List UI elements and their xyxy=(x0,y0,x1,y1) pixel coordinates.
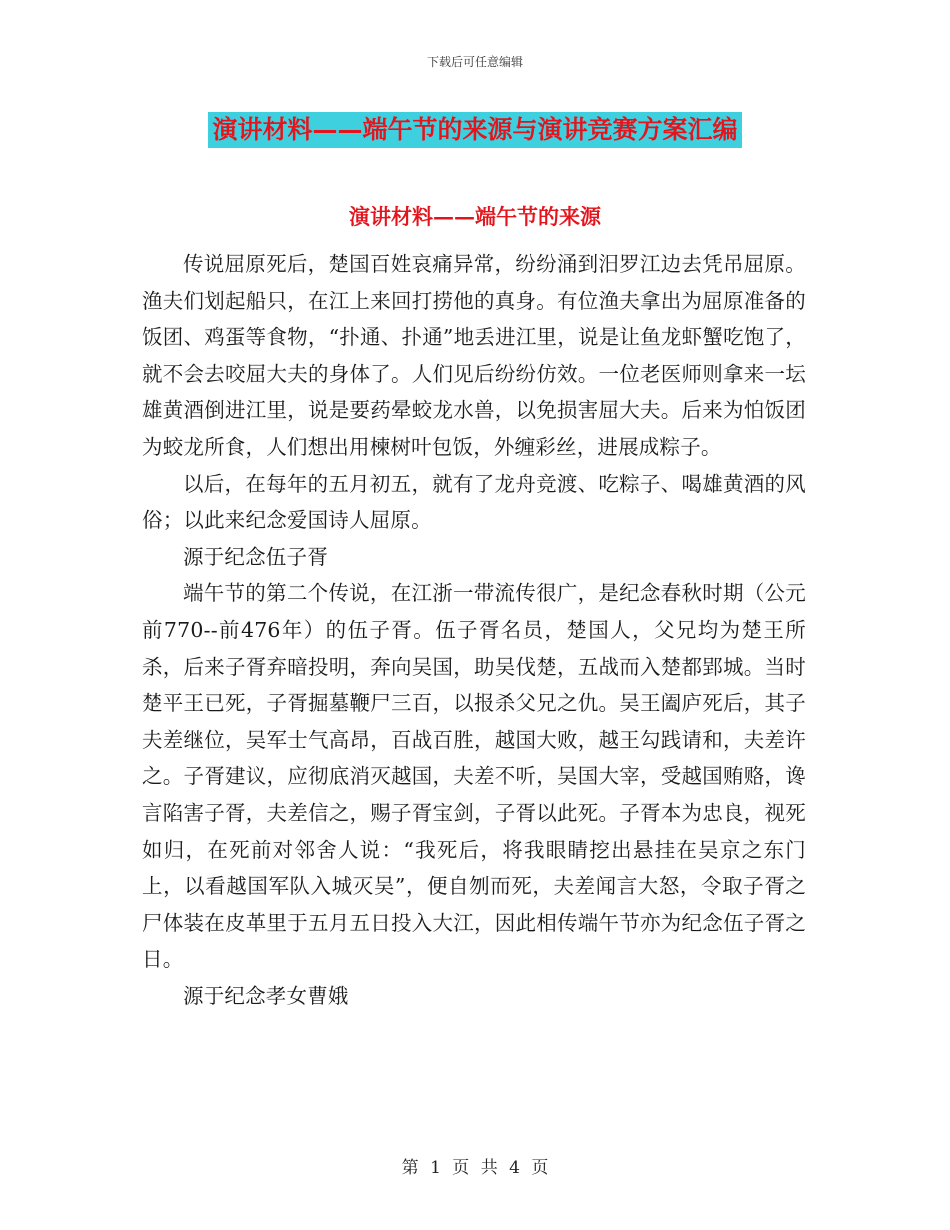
page-number: 第 1 页 共 4 页 xyxy=(401,1158,549,1178)
header-note: 下载后可任意编辑 xyxy=(426,55,523,69)
section-title: 演讲材料——端午节的来源 xyxy=(349,204,601,229)
paragraph: 端午节的第二个传说，在江浙一带流传很广，是纪念春秋时期（公元前770--前476年）的伍子胥。伍子胥名员，楚国人，父兄均为楚王所杀，后来子胥弃暗投明，奔向吴国，助吴伐楚，五战而入楚都郢城。当时楚平王已死，子胥掘墓鞭尸三百，以报杀父兄之仇。吴王阖庐死后，其子夫差继位，吴军士气高昂，百战百胜，越国大败，越王勾践请和，夫差许之。子胥建议，应彻底消灭越国，夫差不听，吴国大宰，受越国贿赂，谗言陷害子胥，夫差信之，赐子胥宝剑，子胥以此死。子胥本为忠良，视死如归，在死前对邻舍人说：“我死后，将我眼睛挖出悬挂在吴京之东门上，以看越国军队入城灭吴”，便自刎而死，夫差闻言大怒，令取子胥之尸体装在皮革里于五月五日投入大江，因此相传端午节亦为纪念伍子胥之日。 xyxy=(142,581,806,972)
document-body xyxy=(142,246,806,1014)
paragraph-heading: 源于纪念孝女曹娥 xyxy=(183,983,349,1008)
paragraph: 以后，在每年的五月初五，就有了龙舟竞渡、吃粽子、喝雄黄酒的风俗；以此来纪念爱国诗人屈原。 xyxy=(142,471,806,533)
paragraph-heading: 源于纪念伍子胥 xyxy=(183,544,328,569)
paragraph: 传说屈原死后，楚国百姓哀痛异常，纷纷涌到汨罗江边去凭吊屈原。渔夫们划起船只，在江上来回打捞他的真身。有位渔夫拿出为屈原准备的饭团、鸡蛋等食物，“扑通、扑通”地丢进江里，说是让鱼龙虾蟹吃饱了，就不会去咬屈大夫的身体了。人们见后纷纷仿效。一位老医师则拿来一坛雄黄酒倒进江里，说是要药晕蛟龙水兽，以免损害屈大夫。后来为怕饭团为蛟龙所食，人们想出用楝树叶包饭，外缠彩丝，进展成粽子。 xyxy=(142,252,806,459)
main-title: 演讲材料——端午节的来源与演讲竞赛方案汇编 xyxy=(208,112,741,148)
main-title-container xyxy=(0,112,950,148)
